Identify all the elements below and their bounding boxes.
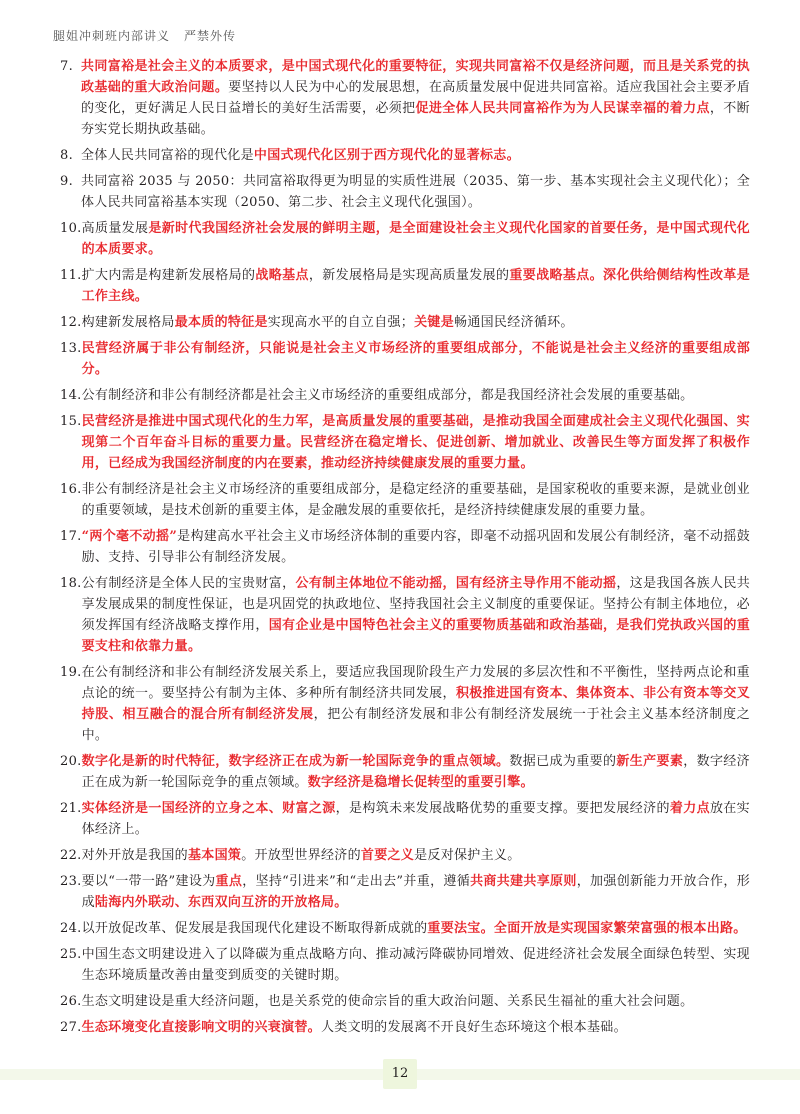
body-text: ，新发展格局是实现高质量发展的 (308, 268, 510, 283)
body-text: 实现高水平的自立自强； (267, 315, 415, 330)
item-text (82, 845, 750, 866)
item-number: 13. (60, 341, 82, 356)
list-item (60, 662, 750, 746)
body-text: 全体人民共同富裕的现代化是 (81, 148, 254, 163)
notes-list (60, 56, 750, 1043)
highlighted-text: 最本质的特征是 (174, 315, 268, 330)
body-text: 是构建高水平社会主义市场经济体制的重要内容，即毫不动摇巩固和发展公有制经济，毫不动摇鼓励、支持、引导非公有制经济发展。 (81, 529, 751, 565)
list-item (60, 1017, 750, 1038)
item-text (82, 944, 750, 986)
highlighted-text: 实体经济是一国经济的立身之本、财富之源 (81, 801, 336, 816)
highlighted-text: 数字化是新的时代特征，数字经济正在成为新一轮国际竞争的重点领域。 (81, 754, 510, 769)
item-number: 18. (60, 576, 82, 591)
item-number: 24. (60, 921, 82, 936)
page-header (53, 27, 236, 44)
highlighted-text: 重要战略基点。深化供给侧结构性改革是工作主线。 (81, 268, 750, 304)
body-text: 是反对保护主义。 (414, 848, 521, 863)
body-text: 高质量发展 (81, 221, 149, 236)
highlighted-text: 新生产要素 (616, 754, 684, 769)
body-text: 要坚持以人民为中心的发展思想，在高质量发展中促进共同富裕。适应我国社会主要矛盾的变化，更好满足人民日益增长的美好生活需要，必须把 (81, 80, 750, 116)
body-text: ，加强创新能力开放合作，形成 (81, 874, 750, 910)
header-notice: 严禁外传 (184, 29, 237, 43)
highlighted-text: “两个毫不动摇” (81, 529, 178, 544)
item-text (81, 145, 750, 166)
item-text (82, 918, 750, 939)
item-number: 23. (60, 874, 82, 889)
item-text (82, 871, 750, 913)
list-item (60, 944, 750, 986)
item-text (81, 56, 750, 140)
body-text: 共同富裕 2035 与 2050：共同富裕取得更为明显的实质性进展（2035、第一步、基本实现社会主义现代化）；全体人民共同富裕基本实现（2050、第二步、社会主义现代化强国）。 (81, 174, 750, 210)
body-text: 在公有制经济和非公有制经济发展关系上，要适应我国现阶段生产力发展的多层次性和不平衡性，坚持两点论和重点论的统一。要坚持公有制为主体、多种所有制经济共同发展， (81, 665, 750, 701)
body-text: 以开放促改革、促发展是我国现代化建设不断取得新成就的 (81, 921, 428, 936)
item-text (81, 171, 750, 213)
highlighted-text: 中国式现代化区别于西方现代化的显著标志。 (253, 148, 520, 163)
body-text: ，把公有制经济发展和非公有制经济发展统一于社会主义基本经济制度之中。 (81, 707, 750, 743)
list-item (60, 312, 750, 333)
highlighted-text: 关键是 (414, 315, 455, 330)
item-text (82, 991, 750, 1012)
item-text (82, 573, 750, 657)
item-text (82, 526, 750, 568)
item-text (82, 798, 750, 840)
highlighted-text: 促进全体人民共同富裕作为为人民谋幸福的着力点 (415, 101, 710, 116)
highlighted-text: 数字经济是稳增长促转型的重要引擎。 (307, 775, 534, 790)
body-text: 构建新发展格局 (81, 315, 175, 330)
body-text: 要以“一带一路”建设为 (81, 874, 216, 889)
highlighted-text: 民营经济是推进中国式现代化的生力军，是高质量发展的重要基础，是推动我国全面建成社会主义现代化强国、实现第二个百年奋斗目标的重要力量。民营经济在稳定增长、促进创新、增加就业、改善民生等方面发挥了积极作用，已经成为我国经济制度的内在要素，推动经济持续健康发展的重要力量。 (81, 414, 750, 471)
list-item (60, 798, 750, 840)
highlighted-text: 战略基点 (255, 268, 309, 283)
item-number: 9. (60, 174, 74, 189)
body-text: ，数字经济正在成为新一轮国际竞争的重点领域。 (81, 754, 750, 790)
item-number: 22. (60, 848, 82, 863)
item-number: 14. (60, 388, 82, 403)
item-text (82, 1017, 750, 1038)
item-number: 20. (60, 754, 82, 769)
highlighted-text: 首要之义 (360, 848, 415, 863)
body-text: 畅通国民经济循环。 (454, 315, 574, 330)
list-item (60, 171, 750, 213)
list-item (60, 479, 750, 521)
highlighted-text: 是新时代我国经济社会发展的鲜明主题，是全面建设社会主义现代化国家的首要任务，是中国式现代化的本质要求。 (81, 221, 750, 257)
body-text: 。开放型世界经济的 (241, 848, 361, 863)
body-text: 中国生态文明建设进入了以降碳为重点战略方向、推动减污降碳协同增效、促进经济社会发展全面绿色转型、实现生态环境质量改善由量变到质变的关键时期。 (81, 947, 750, 983)
list-item (60, 871, 750, 913)
body-text: 生态文明建设是重大经济问题，也是关系党的使命宗旨的重大政治问题、关系民生福祉的重大社会问题。 (81, 994, 694, 1009)
body-text: ，这是我国各族人民共享发展成果的制度性保证，也是巩固党的执政地位、坚持我国社会主义制度的重要保证。坚持公有制主体地位，必须发挥国有经济战略支撑作用， (81, 576, 750, 633)
body-text: 非公有制经济是社会主义市场经济的重要组成部分，是稳定经济的重要基础，是国家税收的重要来源，是就业创业的重要领域，是技术创新的重要主体，是金融发展的重要依托，是经济持续健康发展的重要力量。 (81, 482, 750, 518)
item-text (82, 385, 750, 406)
body-text: 扩大内需是构建新发展格局的 (81, 268, 256, 283)
list-item (60, 918, 750, 939)
list-item (60, 56, 750, 140)
body-text: 数据已成为重要的 (509, 754, 617, 769)
highlighted-text: 公有制主体地位不能动摇，国有经济主导作用不能动摇 (295, 576, 617, 591)
highlighted-text: 国有企业是中国特色社会主义的重要物质基础和政治基础，是我们党执政兴国的重要支柱和依靠力量。 (81, 618, 750, 654)
highlighted-text: 共同富裕是社会主义的本质要求，是中国式现代化的重要特征，实现共同富裕不仅是经济问题，而且是关系党的执政基础的重大政治问题。 (81, 59, 750, 95)
highlighted-text: 共商共建共享原则 (470, 874, 577, 889)
list-item (60, 145, 750, 166)
page-number: 12 (383, 1059, 417, 1089)
item-number: 8. (60, 148, 74, 163)
list-item (60, 526, 750, 568)
list-item (60, 338, 750, 380)
list-item (60, 845, 750, 866)
item-text (82, 265, 750, 307)
highlighted-text: 陆海内外联动、东西双向互济的开放格局。 (94, 895, 348, 910)
body-text: ，是构筑未来发展战略优势的重要支撑。要把发展经济的 (335, 801, 670, 816)
item-text (82, 751, 750, 793)
highlighted-text: 生态环境变化直接影响文明的兴衰演替。 (81, 1020, 321, 1035)
list-item (60, 218, 750, 260)
body-text: 公有制经济和非公有制经济都是社会主义市场经济的重要组成部分，都是我国经济社会发展的重要基础。 (81, 388, 694, 403)
list-item (60, 411, 750, 474)
item-number: 25. (60, 947, 82, 962)
item-text (82, 662, 750, 746)
item-text (82, 338, 750, 380)
item-number: 27. (60, 1020, 82, 1035)
list-item (60, 751, 750, 793)
item-number: 15. (60, 414, 82, 429)
body-text: ，不断夯实党长期执政基础。 (81, 101, 750, 137)
list-item (60, 265, 750, 307)
list-item (60, 573, 750, 657)
highlighted-text: 重要法宝。全面开放是实现国家繁荣富强的根本出路。 (427, 921, 747, 936)
body-text: ，坚持“引进来”和“走出去”并重，遵循 (242, 874, 471, 889)
body-text: 放在实体经济上。 (81, 801, 750, 837)
body-text: 对外开放是我国的 (81, 848, 188, 863)
highlighted-text: 基本国策 (187, 848, 242, 863)
item-text (82, 312, 750, 333)
highlighted-text: 积极推进国有资本、集体资本、非公有资本等交叉持股、相互融合的混合所有制经济发展 (81, 686, 750, 722)
item-number: 21. (60, 801, 82, 816)
item-number: 10. (60, 221, 82, 236)
list-item (60, 385, 750, 406)
item-number: 16. (60, 482, 82, 497)
highlighted-text: 重点 (215, 874, 243, 889)
item-number: 12. (60, 315, 82, 330)
body-text: 人类文明的发展离不开良好生态环境这个根本基础。 (320, 1020, 627, 1035)
item-text (82, 479, 750, 521)
item-text (82, 411, 750, 474)
highlighted-text: 民营经济属于非公有制经济，只能说是社会主义市场经济的重要组成部分，不能说是社会主义经济的重要组成部分。 (81, 341, 750, 377)
item-number: 7. (60, 59, 74, 74)
item-number: 17. (60, 529, 82, 544)
header-title: 腿姐冲刺班内部讲义 (53, 29, 171, 43)
item-number: 26. (60, 994, 82, 1009)
item-number: 11. (60, 268, 82, 283)
list-item (60, 991, 750, 1012)
item-text (82, 218, 750, 260)
item-number: 19. (60, 665, 82, 680)
body-text: 公有制经济是全体人民的宝贵财富， (81, 576, 296, 591)
highlighted-text: 着力点 (669, 801, 710, 816)
